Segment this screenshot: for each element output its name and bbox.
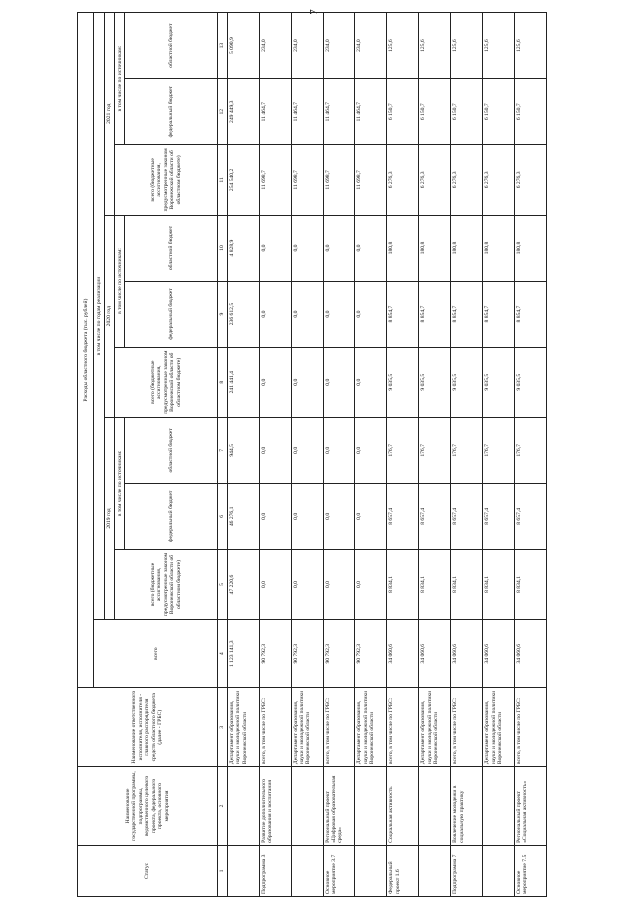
- value-cell: 90 792,3: [355, 620, 387, 688]
- value-cell: 0,0: [323, 483, 355, 549]
- header-sources: в том числе по источникам:: [115, 13, 125, 145]
- name-cell: Вовлечение молодежи в социальную практику: [451, 767, 483, 846]
- value-cell: 8 657,4: [419, 483, 451, 549]
- column-number: 4: [218, 620, 228, 688]
- column-number: 7: [218, 417, 228, 483]
- header-all-incl: всего (бюджетные ассигнования, предусмотренные законом Воронежской области об областном бюджете): [115, 347, 218, 417]
- name-cell: [419, 767, 451, 846]
- name-cell: Региональный проект «Цифровая образовательная среда»: [323, 767, 355, 846]
- header-federal: федеральный бюджет: [125, 281, 218, 347]
- value-cell: 8 657,4: [483, 483, 515, 549]
- value-cell: 0,0: [355, 281, 387, 347]
- table-row: [483, 13, 515, 897]
- value-cell: 90 792,3: [291, 620, 323, 688]
- value-cell: 11 464,7: [355, 79, 387, 145]
- header-sources: в том числе по источникам:: [115, 417, 125, 549]
- value-cell: 0,0: [355, 215, 387, 281]
- value-cell: 0,0: [291, 281, 323, 347]
- value-cell: 0,0: [291, 347, 323, 417]
- header-sources: в том числе по источникам:: [115, 215, 125, 347]
- status-cell: Федеральный проект 1.6: [387, 845, 419, 896]
- value-cell: 125,6: [419, 13, 451, 79]
- value-cell: 180,8: [419, 215, 451, 281]
- table-row: [419, 13, 451, 897]
- header-year-2019: 2019 год: [104, 417, 114, 619]
- value-cell: 176,7: [483, 417, 515, 483]
- header-total: всего: [94, 620, 218, 688]
- value-cell: 8 657,4: [515, 483, 547, 549]
- value-cell: 8 854,7: [387, 281, 419, 347]
- value-cell: 1 123 141,3: [227, 620, 259, 688]
- name-cell: Социальная активность: [387, 767, 419, 846]
- value-cell: 6 276,3: [483, 145, 515, 215]
- name-cell: Развитие дополнительного образования и воспитания: [259, 767, 291, 846]
- name-cell: [291, 767, 323, 846]
- value-cell: 0,0: [355, 549, 387, 619]
- header-expenses: Расходы областного бюджета (тыс. рублей): [78, 13, 94, 688]
- column-number: 6: [218, 483, 228, 549]
- value-cell: 0,0: [291, 549, 323, 619]
- header-regional: областной бюджет: [125, 417, 218, 483]
- header-by-years: в том числе по годам реализации: [94, 13, 104, 620]
- value-cell: 9 035,5: [515, 347, 547, 417]
- header-federal: федеральный бюджет: [125, 79, 218, 145]
- header-year-2020: 2020 год: [104, 215, 114, 417]
- value-cell: 4 828,9: [227, 215, 259, 281]
- header-year-2021: 2021 год: [104, 13, 114, 216]
- value-cell: 0,0: [323, 347, 355, 417]
- column-number: 13: [218, 13, 228, 79]
- responsible-cell: всего, в том числе по ГРБС:: [259, 688, 291, 767]
- status-cell: [419, 845, 451, 896]
- value-cell: 11 698,7: [259, 145, 291, 215]
- value-cell: 176,7: [387, 417, 419, 483]
- responsible-cell: всего, в том числе по ГРБС:: [323, 688, 355, 767]
- value-cell: 180,8: [483, 215, 515, 281]
- value-cell: 234,0: [259, 13, 291, 79]
- column-number: 9: [218, 281, 228, 347]
- name-cell: [227, 767, 259, 846]
- responsible-cell: всего, в том числе по ГРБС:: [451, 688, 483, 767]
- value-cell: 241 441,4: [227, 347, 259, 417]
- value-cell: 11 698,7: [291, 145, 323, 215]
- name-cell: [355, 767, 387, 846]
- value-cell: 6 150,7: [515, 79, 547, 145]
- value-cell: 34 060,6: [451, 620, 483, 688]
- value-cell: 0,0: [355, 483, 387, 549]
- value-cell: 0,0: [323, 281, 355, 347]
- value-cell: 6 150,7: [483, 79, 515, 145]
- status-cell: [227, 845, 259, 896]
- value-cell: 8 854,7: [483, 281, 515, 347]
- budget-table: [77, 12, 547, 897]
- column-number: 5: [218, 549, 228, 619]
- status-cell: Основное мероприятие 7.5: [515, 845, 547, 896]
- table-row: [387, 13, 419, 897]
- responsible-cell: Департамент образования, науки и молодежной политики Воронежской области: [227, 688, 259, 767]
- status-cell: Основное мероприятие 3.7: [323, 845, 355, 896]
- table-row: [355, 13, 387, 897]
- value-cell: 176,7: [419, 417, 451, 483]
- value-cell: 236 612,5: [227, 281, 259, 347]
- header-name: Наименование государственной программы, подпрограммы, ведомственного целевого проекта, федерального проекта, основного мероприятия: [78, 767, 218, 846]
- value-cell: 254 540,2: [227, 145, 259, 215]
- value-cell: 944,5: [227, 417, 259, 483]
- value-cell: 176,7: [515, 417, 547, 483]
- value-cell: 11 464,7: [323, 79, 355, 145]
- value-cell: 234,0: [291, 13, 323, 79]
- status-cell: Подпрограмма 3: [259, 845, 291, 896]
- column-number: 8: [218, 347, 228, 417]
- value-cell: 125,6: [387, 13, 419, 79]
- header-regional: областной бюджет: [125, 13, 218, 79]
- value-cell: 11 464,7: [291, 79, 323, 145]
- header-all-incl: всего (бюджетные ассигнования, предусмотренные законом Воронежской области об областном бюджете): [115, 549, 218, 619]
- responsible-cell: всего, в том числе по ГРБС:: [515, 688, 547, 767]
- value-cell: 180,8: [451, 215, 483, 281]
- status-cell: [355, 845, 387, 896]
- value-cell: 0,0: [259, 549, 291, 619]
- value-cell: 249 449,3: [227, 79, 259, 145]
- value-cell: 0,0: [355, 347, 387, 417]
- value-cell: 176,7: [451, 417, 483, 483]
- value-cell: 0,0: [323, 549, 355, 619]
- status-cell: [291, 845, 323, 896]
- responsible-cell: Департамент образования, науки и молодежной политики Воронежской области: [291, 688, 323, 767]
- status-cell: [483, 845, 515, 896]
- value-cell: 0,0: [259, 483, 291, 549]
- responsible-cell: всего, в том числе по ГРБС:: [387, 688, 419, 767]
- value-cell: 8 854,7: [515, 281, 547, 347]
- value-cell: 234,0: [323, 13, 355, 79]
- responsible-cell: Департамент образования, науки и молодежной политики Воронежской области: [483, 688, 515, 767]
- column-number: 12: [218, 79, 228, 145]
- value-cell: 0,0: [291, 483, 323, 549]
- value-cell: 9 035,5: [451, 347, 483, 417]
- value-cell: 34 060,6: [387, 620, 419, 688]
- value-cell: 0,0: [259, 281, 291, 347]
- value-cell: 0,0: [259, 215, 291, 281]
- value-cell: 11 464,7: [259, 79, 291, 145]
- header-all-incl: всего (бюджетные ассигнования, предусмотренные законом Воронежской области об областном бюджете): [115, 145, 218, 215]
- value-cell: 8 834,1: [451, 549, 483, 619]
- value-cell: 234,0: [355, 13, 387, 79]
- value-cell: 8 834,1: [515, 549, 547, 619]
- table-row: [323, 13, 355, 897]
- rotated-table-wrapper: [77, 12, 547, 897]
- value-cell: 6 150,7: [419, 79, 451, 145]
- table-body: [227, 13, 546, 897]
- name-cell: [483, 767, 515, 846]
- value-cell: 0,0: [259, 347, 291, 417]
- value-cell: 8 834,1: [387, 549, 419, 619]
- value-cell: 0,0: [259, 417, 291, 483]
- value-cell: 47 220,6: [227, 549, 259, 619]
- page-number: 7: [308, 9, 320, 15]
- value-cell: 9 035,5: [419, 347, 451, 417]
- value-cell: 34 060,6: [515, 620, 547, 688]
- value-cell: 8 834,1: [483, 549, 515, 619]
- value-cell: 125,6: [515, 13, 547, 79]
- value-cell: 34 060,6: [419, 620, 451, 688]
- value-cell: 11 698,7: [323, 145, 355, 215]
- status-cell: Подпрограмма 7: [451, 845, 483, 896]
- value-cell: 46 276,1: [227, 483, 259, 549]
- value-cell: 11 698,7: [355, 145, 387, 215]
- table-row: [515, 13, 547, 897]
- value-cell: 9 035,5: [387, 347, 419, 417]
- column-number: 2: [218, 767, 228, 846]
- value-cell: 6 276,3: [451, 145, 483, 215]
- table-row: [291, 13, 323, 897]
- header-regional: областной бюджет: [125, 215, 218, 281]
- value-cell: 0,0: [323, 417, 355, 483]
- value-cell: 0,0: [291, 215, 323, 281]
- value-cell: 8 657,4: [451, 483, 483, 549]
- value-cell: 8 854,7: [451, 281, 483, 347]
- value-cell: 6 276,3: [515, 145, 547, 215]
- value-cell: 8 854,7: [419, 281, 451, 347]
- column-number: 3: [218, 688, 228, 767]
- value-cell: 90 792,3: [323, 620, 355, 688]
- value-cell: 90 792,3: [259, 620, 291, 688]
- value-cell: 125,6: [483, 13, 515, 79]
- value-cell: 9 035,5: [483, 347, 515, 417]
- table-row: [227, 13, 259, 897]
- header-status: Статус: [78, 845, 218, 896]
- value-cell: 180,8: [515, 215, 547, 281]
- header-federal: федеральный бюджет: [125, 483, 218, 549]
- value-cell: 5 090,9: [227, 13, 259, 79]
- name-cell: Региональный проект «Социальная активность»: [515, 767, 547, 846]
- value-cell: 6 276,3: [387, 145, 419, 215]
- value-cell: 6 276,3: [419, 145, 451, 215]
- column-number: 11: [218, 145, 228, 215]
- responsible-cell: Департамент образования, науки и молодежной политики Воронежской области: [419, 688, 451, 767]
- value-cell: 6 150,7: [387, 79, 419, 145]
- value-cell: 0,0: [291, 417, 323, 483]
- value-cell: 180,8: [387, 215, 419, 281]
- value-cell: 6 150,7: [451, 79, 483, 145]
- value-cell: 0,0: [355, 417, 387, 483]
- table-row: [451, 13, 483, 897]
- column-number: 1: [218, 845, 228, 896]
- header-responsible: Наименование ответственного исполнителя, исполнителя - главного распорядителя средств областного бюджета (далее - ГРБС): [78, 688, 218, 767]
- responsible-cell: Департамент образования, науки и молодежной политики Воронежской области: [355, 688, 387, 767]
- value-cell: 8 657,4: [387, 483, 419, 549]
- value-cell: 0,0: [323, 215, 355, 281]
- value-cell: 125,6: [451, 13, 483, 79]
- value-cell: 8 834,1: [419, 549, 451, 619]
- column-number: 10: [218, 215, 228, 281]
- value-cell: 34 060,6: [483, 620, 515, 688]
- table-row: [259, 13, 291, 897]
